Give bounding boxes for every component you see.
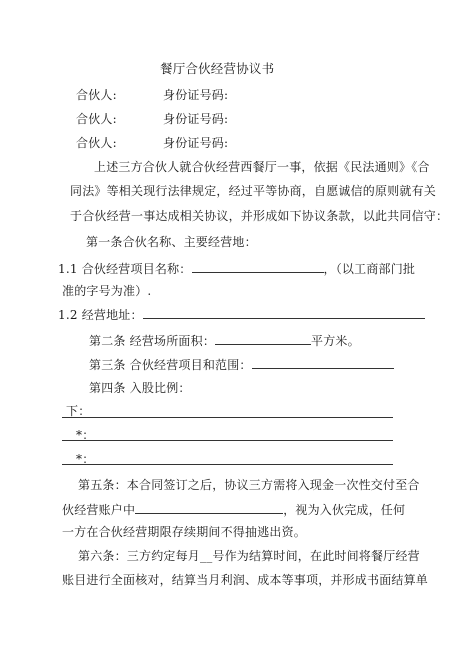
- partner-label: 合伙人:: [76, 136, 117, 150]
- article-6-line: 账目进行全面核对，结算当月利润、成本等事项，并形成书面结算单: [62, 573, 429, 587]
- partner-id-label: 身份证号码:: [163, 88, 229, 102]
- partner-id-label: 身份证号码:: [163, 112, 229, 126]
- item-1-prefix: 1.1 合伙经营项目名称：: [58, 262, 192, 276]
- share-row-line: [62, 440, 393, 441]
- article-2-suffix: 平方米。: [311, 334, 360, 348]
- project-name-blank: [192, 261, 324, 273]
- partner-label: 合伙人:: [76, 88, 117, 102]
- account-blank: [135, 502, 283, 514]
- partner-id-label: 身份证号码:: [163, 136, 229, 150]
- intro-line: 同法》等相关现行法律规定，经过平等协商，自愿诚信的原则就有关: [70, 184, 437, 198]
- item-1-suffix: ，（以工商部门批: [323, 262, 416, 276]
- article-1-item-1: [58, 261, 415, 276]
- article-4-heading: 第四条 入股比例：: [89, 381, 191, 395]
- item-2-prefix: 1.2 经营地址：: [58, 308, 143, 322]
- article-2-prefix: 第二条 经营场所面积：: [89, 334, 216, 348]
- intro-line: 于合伙经营一事达成相关协议，并形成如下协议条款，以此共同信守：: [70, 209, 449, 223]
- article-5-line: [62, 502, 405, 517]
- share-row-line: [62, 464, 393, 465]
- share-row-line: [62, 417, 393, 418]
- article-5-suffix: ，视为入伙完成，任何: [283, 503, 406, 517]
- share-row-label: *：: [76, 428, 95, 442]
- intro-line: 上述三方合伙人就合伙经营西餐厅一事，依据《民法通则》《合: [94, 160, 430, 174]
- article-3: [89, 357, 394, 372]
- article-2: [89, 333, 360, 348]
- share-row-label: *：: [76, 452, 95, 466]
- scope-blank: [252, 357, 394, 369]
- partner-label: 合伙人:: [76, 112, 117, 126]
- article-3-prefix: 第三条 合伙经营项目和范围：: [89, 358, 252, 372]
- address-blank: [143, 307, 425, 319]
- article-5-line: 第五条：本合同签订之后，协议三方需将入现金一次性交付至合: [78, 478, 420, 492]
- share-row-label: 下：: [66, 404, 91, 418]
- article-1-heading: 第一条合伙名称、主要经营地：: [86, 235, 257, 249]
- document-title: 餐厅合伙经营协议书: [160, 61, 275, 76]
- article-6-line: 第六条：三方约定每月__号作为结算时间，在此时间将餐厅经营: [78, 549, 420, 563]
- article-1-item-2: [58, 307, 425, 322]
- article-5-prefix: 伙经营账户中: [62, 503, 136, 517]
- article-1-item-1-note: 准的字号为准）.: [62, 284, 152, 298]
- article-5-line: 一方在合伙经营期限存续期间不得抽逃出资。: [62, 525, 307, 539]
- area-blank: [215, 333, 311, 345]
